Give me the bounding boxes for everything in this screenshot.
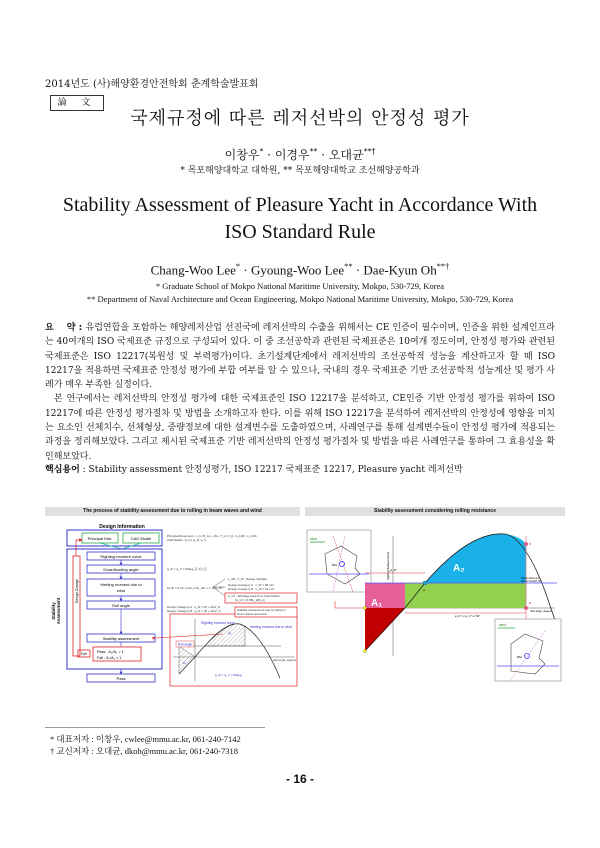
abstract-paragraph-1 xyxy=(45,321,555,392)
footnote-rule xyxy=(45,727,265,728)
point-a-label: A xyxy=(423,588,426,592)
separator: · xyxy=(317,148,329,162)
roll-angle-label: Roll angle xyxy=(112,603,130,608)
feedback-arrow xyxy=(76,540,82,556)
author-2: Gyoung-Woo Lee xyxy=(250,262,345,278)
pass-label: Pass xyxy=(116,676,126,681)
heeling-label-2: wind xyxy=(116,588,126,593)
english-authors xyxy=(0,261,600,278)
note-downflooding: φ_D = φ_V = 50deg 중 최소값 xyxy=(167,567,207,571)
author-mark: * xyxy=(259,147,264,156)
stability-assessment-label: Stability assessment xyxy=(102,636,140,641)
author-mark: **† xyxy=(363,147,376,156)
point-b-bottom xyxy=(524,606,528,610)
righting-curve-label: Righting moment curve xyxy=(201,621,235,625)
note-principal: Principal Dimension : L_H, B_H, L_WL, T_H, V_D, m_LDC, m_LDC xyxy=(167,534,257,538)
english-title xyxy=(0,192,600,246)
chart-caption-1: Stability assessment due to rolling in xyxy=(237,608,286,612)
separator: · xyxy=(263,148,275,162)
korean-title: 국제규정에 따른 레저선박의 안정성 평가 xyxy=(130,108,470,129)
figure-title: Stability assessment considering rolling resistance xyxy=(305,507,565,516)
english-affiliation-2: ** Department of Naval Architecture and Ocean Engineering, Mokpo National Maritime University, Mokpo, 530-729, Korea xyxy=(86,294,514,304)
side-label-1: Stability xyxy=(51,602,56,620)
note-heeling-formula: M_W = 0.3A_LV(A_LV/L_WL + T_M)v_W² xyxy=(167,586,223,590)
paper-type-badge: 論 文 xyxy=(50,95,104,111)
point-b2-label: B xyxy=(529,601,532,605)
righting-curve-label: Righting moment curve xyxy=(100,554,142,559)
point-origin xyxy=(364,607,367,610)
page-number: - 16 - xyxy=(285,772,314,786)
author-1: 이창우 xyxy=(224,148,260,162)
point-b-label: B xyxy=(529,542,532,546)
author-mark: * xyxy=(235,261,241,271)
author-1: Chang-Woo Lee xyxy=(150,262,236,278)
figure-title: The process of stability assessment due to rolling in beam waves and wind xyxy=(45,507,300,516)
wind-label-2: wind xyxy=(499,623,507,627)
figure-rolling-resistance xyxy=(305,507,565,689)
pass-criterion: Pass : A₂/A₁ > 1 xyxy=(97,650,124,654)
area-a2 xyxy=(425,534,526,583)
rolling-chart-svg xyxy=(305,516,565,689)
author-3: 오대균 xyxy=(328,148,364,162)
note-roll-b: Design Category B : φ_R = 20 + 20/V_D xyxy=(167,609,221,613)
heeling-label: Heeling moment due to xyxy=(100,582,142,587)
fail-criterion: Fail : A₂/A₁ < 1 xyxy=(97,656,122,660)
abstract-label: 요 약 : xyxy=(45,323,86,333)
abstract-paragraph-2: 본 연구에서는 레저선박의 안정성 평가에 대한 국제표준인 ISO 12217을 분석하고, CE인증 기반 안정성 평가를 위하여 ISO 12217에 따른 안정성 평가절차 및 방법을 소개하고자 한다. 이를 위해 ISO 12217을 분석하여 레저선박의 안정성에 영향을 미치는 요소인 선체치수, 선체형상, 중량정보에 대한 설계변수를 도출하였으며, 사례연구를 통해 설계변수들이 안정성 평가에 적용되는 과정을 정리해보았다. 그리고 제시된 국제표준 기반 레저선박의 안정성 평가절차 및 방법을 따른 사례연구를 통하여 그 효용성을 확인해보았다. xyxy=(45,394,555,462)
x-axis-label: Heel angle, degrees xyxy=(273,659,297,662)
author-2: 이경우 xyxy=(274,148,310,162)
heeling-wind-label: Heeling moment due to wind xyxy=(250,625,292,629)
principal-dim-label: Principal Dim. xyxy=(87,536,113,541)
design-change-box xyxy=(73,556,80,656)
a2-label: A₂ xyxy=(228,631,232,635)
note-cad: CAD Model : A_LV, φ_D, φ_V xyxy=(167,538,207,542)
note-windage-formula: (A_LV = 0.55L_HB_H) xyxy=(235,598,265,602)
korean-affiliations: * 목포해양대학교 대학원, ** 목포해양대학교 조선해양공학과 xyxy=(180,166,420,176)
note-design-variable: L_WL, T_M : Design Variable xyxy=(228,577,267,581)
heeling-moment-label-2: due to wind(M_W) xyxy=(521,580,542,583)
x-axis-label: Heel angle, degrees xyxy=(530,610,553,613)
chart-caption-2: beam waves and wind xyxy=(237,612,267,616)
keywords-label: 핵심용어 xyxy=(45,465,80,475)
keywords xyxy=(45,462,555,475)
figure-process-flowchart xyxy=(45,507,300,689)
korean-authors xyxy=(0,146,600,163)
a1-label: A₁ xyxy=(183,661,187,665)
point-b-top xyxy=(524,542,528,546)
y-axis-label: Righting/Heeling moment xyxy=(387,551,390,581)
design-change-label: Design Change xyxy=(75,578,79,604)
heeling-moment-label-1: Heeling Moment xyxy=(521,577,540,580)
note-windage: A_LV : Windage Area from CAD Model xyxy=(228,594,280,598)
wind-label: wind xyxy=(310,537,318,541)
phi-range-label: φ_D° or φ_V° or 50° xyxy=(455,614,481,618)
note-category-b: Design Category B : v_W = 21 m/s xyxy=(228,587,275,591)
connector-arrow xyxy=(335,601,365,608)
cad-model-label: CAD Model xyxy=(130,536,152,541)
separator: · xyxy=(352,262,364,278)
footnote-2: † 교신저자 : 오대균, dkoh@mmu.ac.kr, 061-240-7318 xyxy=(50,746,238,756)
author-mark: ** xyxy=(344,261,353,271)
a2-label: A₂ xyxy=(453,563,465,574)
green-area-2 xyxy=(405,583,526,608)
author-3: Dae-Kyun Oh xyxy=(363,262,437,278)
conference-header: 2014년도 (사)해양환경안전학회 춘계학술발표회 xyxy=(45,79,259,90)
roll-angle-chart-label: Roll angle xyxy=(178,642,193,647)
keywords-separator: : xyxy=(79,465,89,475)
english-title-line-1: Stability Assessment of Pleasure Yacht in Accordance With xyxy=(62,194,538,216)
note-category-a: Design Category A : v_W = 28 m/s xyxy=(228,583,274,587)
fail-label: Fail xyxy=(81,652,87,656)
rm-label-2: RM xyxy=(517,655,522,659)
author-mark: **† xyxy=(436,261,450,271)
keywords-text: Stability assessment 안정성평가, ISO 12217 국제표준 12217, Pleasure yacht 레저선박 xyxy=(88,465,463,475)
design-info-label: Design Information xyxy=(99,524,145,530)
abstract xyxy=(45,321,555,464)
side-label-2: Assessment xyxy=(56,597,61,625)
downflooding-label: Downflooding angle xyxy=(103,567,139,572)
author-mark: ** xyxy=(309,147,318,156)
phi-label: φ_D = φ_V = 50deg xyxy=(215,673,242,677)
separator: · xyxy=(240,262,251,278)
point-bottom xyxy=(364,650,367,653)
point-a xyxy=(423,581,427,585)
note-roll-a: Design Category A : φ_R = 25 + 20/V_D xyxy=(167,605,221,609)
english-affiliation-1: * Graduate School of Mokpo National Maritime University, Mokpo, 530-729, Korea xyxy=(155,281,445,291)
a1-label: A₁ xyxy=(371,598,383,609)
english-title-line-2: ISO Standard Rule xyxy=(224,221,376,243)
phi-r-label: φ_R° xyxy=(390,568,397,572)
rm-label: RM xyxy=(332,563,337,567)
footnote-1: * 대표저자 : 이창우, cwlee@mmu.ac.kr, 061-240-7142 xyxy=(50,734,241,744)
flowchart-svg xyxy=(45,516,300,689)
abstract-text-1: 유럽연합을 포함하는 해양레저산업 선진국에 레저선박의 수출을 위해서는 CE 인증이 필수이며, 인증을 위한 설계인프라는 40여개의 ISO 국제표준 규정으로 구성되어 있다. 이 중 조선공학과 관련된 국제표준은 10여개 정도이며, 안정성 평가와 관련된 국제표준은 ISO 12217(복원성 및 부력평가)이다. 초기설계단계에서 레저선박의 조선공학적 성능을 계산하고자 할 때 ISO 12217을 적용하면 국제표준 안정성 평가에 부합 여부를 알 수 있으나, 국내의 경우 국제표준 기반 조선공학적 성능계산 및 평가 사례가 매우 부족한 실정이다. xyxy=(45,323,555,391)
